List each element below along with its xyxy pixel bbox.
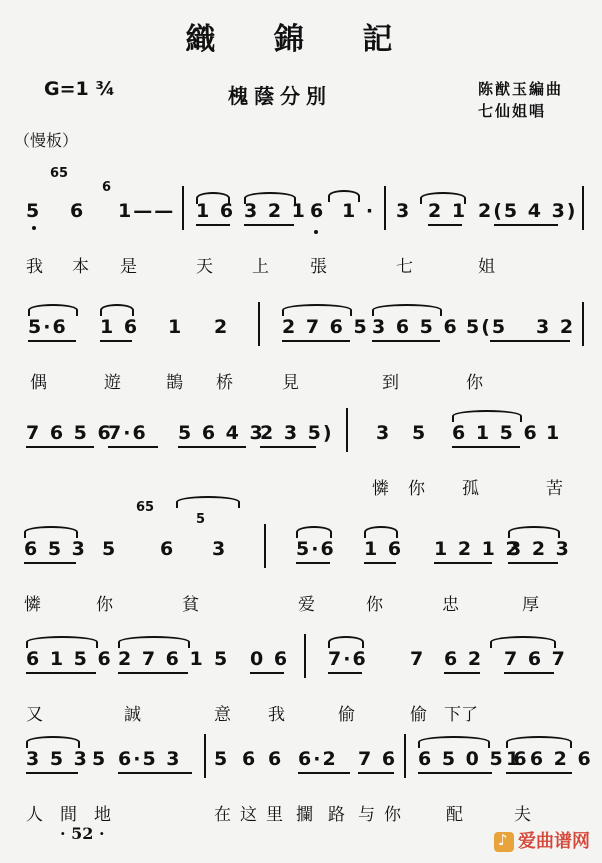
lyric: 上 — [252, 257, 269, 277]
note: 3 — [376, 422, 392, 444]
note: 6 5 0 5 6 — [418, 748, 529, 770]
note: 6 — [70, 200, 86, 222]
beam — [490, 340, 570, 342]
song-title: 織 錦 記 — [185, 22, 417, 57]
note: 1 6 — [196, 200, 236, 222]
note: 1 — [546, 422, 562, 444]
beam — [494, 224, 558, 226]
beam — [328, 672, 362, 674]
lyric: 姐 — [478, 257, 495, 277]
beam — [178, 446, 246, 448]
beam — [26, 672, 96, 674]
beam — [428, 224, 462, 226]
lyric: 里 — [266, 805, 283, 825]
lyric: 路 — [328, 805, 345, 825]
note: 5 — [92, 748, 108, 770]
beam — [296, 562, 330, 564]
note: 1 — [168, 316, 184, 338]
bar-line — [182, 186, 184, 230]
beam — [118, 772, 192, 774]
watermark-text: 爱曲谱网 — [518, 831, 590, 852]
bar-line — [582, 302, 584, 346]
lyric: 又 — [26, 705, 43, 725]
lyric: 在 — [214, 805, 231, 825]
note: 5 6 4 3 — [178, 422, 265, 444]
octave-dot — [32, 226, 36, 230]
note: 7·6 — [328, 648, 368, 670]
lyric: 偶 — [30, 373, 47, 393]
note: 7·6 — [108, 422, 148, 444]
note: 3 2 1 — [244, 200, 307, 222]
note: 7 6 7 — [504, 648, 567, 670]
singer-credit: 七仙姐唱 — [478, 102, 547, 120]
score-system-5 — [0, 640, 602, 740]
slur — [282, 304, 352, 316]
music-note-icon — [494, 832, 514, 852]
note: 1 · — [342, 200, 376, 222]
lyric: 憐 — [372, 479, 389, 499]
lyric: 厚 — [522, 595, 539, 615]
note: 6 2 — [444, 648, 484, 670]
lyric: 苦 — [546, 479, 563, 499]
note: 2 3 5) — [260, 422, 334, 444]
lyric: 你 — [384, 805, 401, 825]
bar-line — [264, 524, 266, 568]
bar-line — [404, 734, 406, 778]
note: 3 5 3 — [26, 748, 89, 770]
score-system-2 — [0, 308, 602, 408]
note: 6·5 3 — [118, 748, 182, 770]
lyric: 我 — [268, 705, 285, 725]
note: 5 — [102, 538, 118, 560]
note: 6 1 5 6 — [26, 648, 113, 670]
beam — [282, 340, 350, 342]
lyric: 地 — [94, 805, 111, 825]
slur — [452, 410, 522, 422]
beam — [452, 446, 520, 448]
note: 1 6 2 6 — [506, 748, 593, 770]
score-system-1 — [0, 166, 602, 292]
beam — [24, 562, 76, 564]
lyric: 憐 — [24, 595, 41, 615]
note: 1—— — [118, 200, 176, 222]
note: 3 6 5 6 — [372, 316, 459, 338]
lyric: 爱 — [298, 595, 315, 615]
lyric: 下了 — [444, 705, 478, 725]
note: 7 6 5 6 — [26, 422, 113, 444]
slur — [118, 636, 190, 648]
grace-note: 65 — [50, 166, 69, 181]
lyric: 到 — [382, 373, 399, 393]
note: 6 — [268, 748, 284, 770]
lyric: 貧 — [182, 595, 199, 615]
note: 5 — [214, 748, 230, 770]
lyric: 見 — [282, 373, 299, 393]
beam — [250, 672, 284, 674]
lyric: 你 — [96, 595, 113, 615]
slur — [490, 636, 556, 648]
beam — [260, 446, 316, 448]
lyric: 誠 — [124, 705, 141, 725]
beam — [100, 340, 132, 342]
note: 2(5 4 3) — [478, 200, 578, 222]
grace-note: 6 — [102, 180, 112, 195]
lyric: 这 — [240, 805, 257, 825]
lyric: 你 — [408, 479, 425, 499]
lyric: 攔 — [296, 805, 313, 825]
lyric: 忠 — [442, 595, 459, 615]
slur — [100, 304, 134, 316]
beam — [358, 772, 394, 774]
note: 7 6 — [358, 748, 398, 770]
score-system-4 — [0, 500, 602, 630]
page-number: · 52 · — [60, 824, 105, 843]
bar-line — [582, 186, 584, 230]
note: 5 — [214, 648, 230, 670]
slur — [418, 736, 490, 748]
beam — [504, 672, 554, 674]
slur — [28, 304, 78, 316]
lyric: 配 — [446, 805, 463, 825]
lyric: 天 — [196, 257, 213, 277]
lyric: 鵲 — [166, 373, 183, 393]
composer-credit: 陈猷玉編曲 — [478, 80, 564, 98]
lyric: 偷 — [410, 705, 427, 725]
beam — [298, 772, 350, 774]
lyric: 人 — [26, 805, 43, 825]
slur — [372, 304, 442, 316]
beam — [28, 340, 76, 342]
section-subtitle: 槐蔭分別 — [228, 84, 332, 108]
site-watermark — [494, 827, 590, 853]
note: 3 — [396, 200, 412, 222]
note: 5(5 — [466, 316, 508, 338]
note: 6 5 3 — [24, 538, 87, 560]
slur — [176, 496, 240, 508]
bar-line — [258, 302, 260, 346]
note: 2 7 6 1 — [118, 648, 205, 670]
beam — [118, 672, 188, 674]
beam — [196, 224, 230, 226]
note: 1 2 1 2 — [434, 538, 521, 560]
beam — [506, 772, 572, 774]
lyric: 間 — [60, 805, 77, 825]
bar-line — [384, 186, 386, 230]
lyric: 我 — [26, 257, 43, 277]
beam — [244, 224, 294, 226]
note: 6 — [310, 200, 326, 222]
grace-note: 5 — [196, 512, 206, 527]
note: 2 — [214, 316, 230, 338]
note: 3 — [212, 538, 228, 560]
note: 6 — [160, 538, 176, 560]
lyric: 七 — [396, 257, 413, 277]
note: 1 6 — [364, 538, 404, 560]
note: 0 6 — [250, 648, 290, 670]
note: 6 — [242, 748, 258, 770]
beam — [418, 772, 492, 774]
lyric: 是 — [120, 257, 137, 277]
beam — [108, 446, 158, 448]
note: 7 — [410, 648, 426, 670]
note: 3 2 — [536, 316, 576, 338]
slur — [364, 526, 398, 538]
lyric: 本 — [72, 257, 89, 277]
tempo-marking: （慢板） — [14, 131, 79, 150]
slur — [26, 636, 98, 648]
beam — [444, 672, 480, 674]
lyric: 張 — [310, 257, 327, 277]
lyric: 遊 — [104, 373, 121, 393]
note: 5·6 — [296, 538, 336, 560]
lyric: 夫 — [514, 805, 531, 825]
note: 2 7 6 5 — [282, 316, 369, 338]
bar-line — [304, 634, 306, 678]
lyric: 你 — [366, 595, 383, 615]
lyric: 与 — [358, 805, 375, 825]
beam — [508, 562, 558, 564]
lyric: 偷 — [338, 705, 355, 725]
beam — [372, 340, 440, 342]
octave-dot — [314, 230, 318, 234]
note: 2 1 — [428, 200, 468, 222]
lyric: 你 — [466, 373, 483, 393]
slur — [508, 526, 560, 538]
note: 1 6 — [100, 316, 140, 338]
slur — [506, 736, 572, 748]
beam — [364, 562, 396, 564]
note: 5·6 — [28, 316, 68, 338]
slur — [26, 736, 80, 748]
note: 6·2 — [298, 748, 338, 770]
lyric: 孤 — [462, 479, 479, 499]
beam — [26, 772, 78, 774]
beam — [26, 446, 94, 448]
note: 6 1 5 6 — [452, 422, 539, 444]
key-signature: G=1 ¾ — [44, 78, 116, 100]
bar-line — [346, 408, 348, 452]
note: 5 — [26, 200, 42, 222]
beam — [434, 562, 492, 564]
slur — [24, 526, 78, 538]
bar-line — [204, 734, 206, 778]
grace-note: 65 — [136, 500, 155, 515]
note: 3 2 3 — [508, 538, 571, 560]
note: 5 — [412, 422, 428, 444]
score-system-3 — [0, 414, 602, 514]
slur — [328, 636, 364, 648]
lyric: 意 — [214, 705, 231, 725]
lyric: 桥 — [216, 373, 233, 393]
slur — [296, 526, 332, 538]
